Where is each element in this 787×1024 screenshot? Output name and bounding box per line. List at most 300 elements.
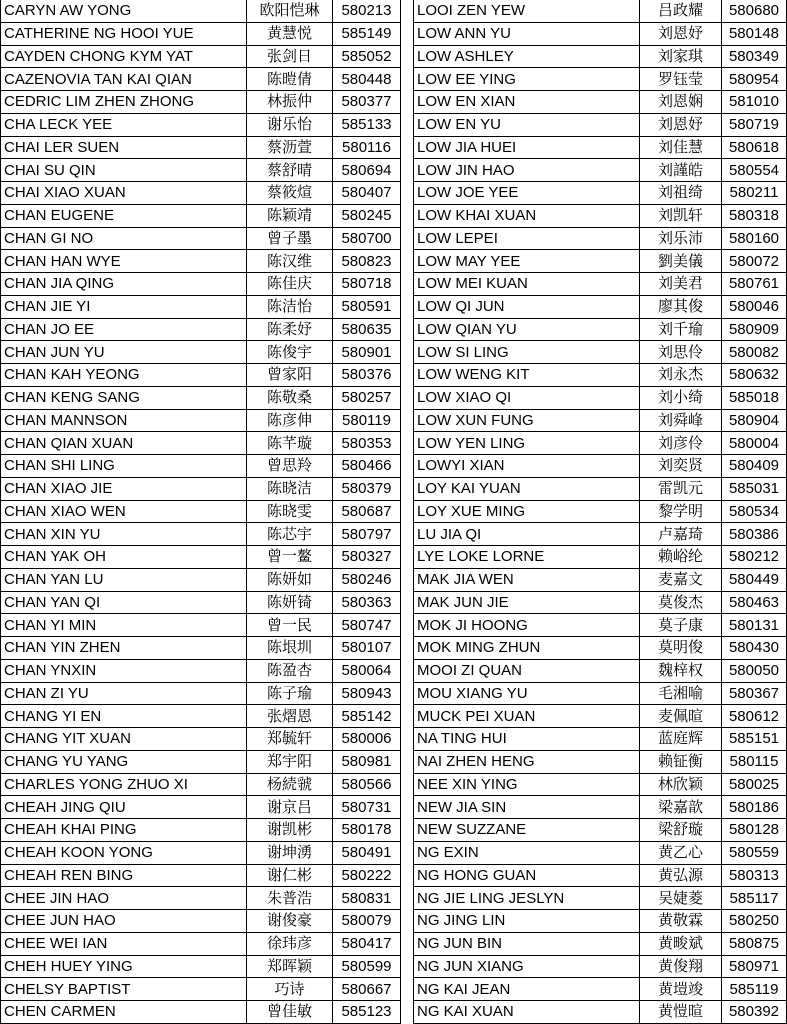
english-name-cell: LOW QI JUN: [414, 295, 640, 318]
chinese-name-cell: 刘恩妤: [640, 22, 722, 45]
table-row: [1, 750, 401, 773]
student-id-cell: 580407: [333, 182, 401, 205]
student-id-cell: 580747: [333, 614, 401, 637]
english-name-cell: NG KAI XUAN: [414, 1001, 640, 1024]
table-row: [1, 955, 401, 978]
table-row: [1, 796, 401, 819]
table-row: [414, 659, 787, 682]
english-name-cell: CHAN JIE YI: [1, 295, 247, 318]
english-name-cell: MOK JI HOONG: [414, 614, 640, 637]
table-row: [414, 250, 787, 273]
english-name-cell: CHAN KENG SANG: [1, 386, 247, 409]
student-id-cell: 580823: [333, 250, 401, 273]
student-id-cell: 585052: [333, 45, 401, 68]
student-id-cell: 580430: [722, 637, 787, 660]
chinese-name-cell: 刘小绮: [640, 386, 722, 409]
english-name-cell: CHELSY BAPTIST: [1, 978, 247, 1001]
chinese-name-cell: 麦嘉文: [640, 568, 722, 591]
name-table-left-body: [1, 0, 401, 1023]
student-id-cell: 580148: [722, 22, 787, 45]
student-id-cell: 580107: [333, 637, 401, 660]
chinese-name-cell: 曾思羚: [247, 455, 333, 478]
table-row: [1, 409, 401, 432]
english-name-cell: CHAN JIA QING: [1, 273, 247, 296]
student-id-cell: 580534: [722, 500, 787, 523]
student-id-cell: 580731: [333, 796, 401, 819]
chinese-name-cell: 黄弘源: [640, 864, 722, 887]
student-id-cell: 585117: [722, 887, 787, 910]
english-name-cell: LOW QIAN YU: [414, 318, 640, 341]
table-row: [1, 546, 401, 569]
table-row: [1, 614, 401, 637]
chinese-name-cell: 陈彦伸: [247, 409, 333, 432]
table-row: [414, 113, 787, 136]
student-id-cell: 580981: [333, 750, 401, 773]
table-row: [414, 477, 787, 500]
english-name-cell: CHAN MANNSON: [1, 409, 247, 432]
student-id-cell: 580943: [333, 682, 401, 705]
table-row: [414, 295, 787, 318]
student-id-cell: 580591: [333, 295, 401, 318]
name-table-right-body: [414, 0, 787, 1023]
student-id-cell: 580466: [333, 455, 401, 478]
table-row: [1, 864, 401, 887]
english-name-cell: CHAN JO EE: [1, 318, 247, 341]
english-name-cell: CHAN EUGENE: [1, 204, 247, 227]
english-name-cell: MAK JIA WEN: [414, 568, 640, 591]
english-name-cell: CHAI XIAO XUAN: [1, 182, 247, 205]
table-row: [1, 22, 401, 45]
table-row: [1, 705, 401, 728]
table-row: [414, 955, 787, 978]
english-name-cell: LU JIA QI: [414, 523, 640, 546]
chinese-name-cell: 魏梓权: [640, 659, 722, 682]
english-name-cell: CHEAH JING QIU: [1, 796, 247, 819]
table-row: [414, 182, 787, 205]
english-name-cell: CHANG YU YANG: [1, 750, 247, 773]
table-row: [1, 227, 401, 250]
english-name-cell: CHANG YIT XUAN: [1, 728, 247, 751]
chinese-name-cell: 曾家阳: [247, 364, 333, 387]
table-row: [1, 318, 401, 341]
student-id-cell: 580222: [333, 864, 401, 887]
student-id-cell: 580797: [333, 523, 401, 546]
chinese-name-cell: 刘彦伶: [640, 432, 722, 455]
table-row: [414, 728, 787, 751]
english-name-cell: LOW MAY YEE: [414, 250, 640, 273]
student-id-cell: 580635: [333, 318, 401, 341]
chinese-name-cell: 谢坤湧: [247, 841, 333, 864]
chinese-name-cell: 罗钰莹: [640, 68, 722, 91]
chinese-name-cell: 赖钲衡: [640, 750, 722, 773]
student-id-cell: 580599: [333, 955, 401, 978]
english-name-cell: LOW JOE YEE: [414, 182, 640, 205]
english-name-cell: MOU XIANG YU: [414, 682, 640, 705]
chinese-name-cell: 黄敬霖: [640, 910, 722, 933]
chinese-name-cell: 谢俊豪: [247, 910, 333, 933]
chinese-name-cell: 雷凯元: [640, 477, 722, 500]
chinese-name-cell: 陈晓洁: [247, 477, 333, 500]
student-id-cell: 580064: [333, 659, 401, 682]
table-row: [414, 204, 787, 227]
english-name-cell: CHAN KAH YEONG: [1, 364, 247, 387]
english-name-cell: CHAN SHI LING: [1, 455, 247, 478]
student-id-cell: 585031: [722, 477, 787, 500]
chinese-name-cell: 刘恩娴: [640, 91, 722, 114]
english-name-cell: LOW EN XIAN: [414, 91, 640, 114]
student-id-cell: 580025: [722, 773, 787, 796]
table-row: [414, 682, 787, 705]
table-row: [1, 728, 401, 751]
student-id-cell: 580245: [333, 204, 401, 227]
student-id-cell: 585018: [722, 386, 787, 409]
chinese-name-cell: 刘恩妤: [640, 113, 722, 136]
chinese-name-cell: 莫明俊: [640, 637, 722, 660]
student-id-cell: 580131: [722, 614, 787, 637]
chinese-name-cell: 张剑日: [247, 45, 333, 68]
english-name-cell: NG JING LIN: [414, 910, 640, 933]
student-id-cell: 580072: [722, 250, 787, 273]
chinese-name-cell: 陈颖靖: [247, 204, 333, 227]
english-name-cell: CHAN GI NO: [1, 227, 247, 250]
table-row: [414, 750, 787, 773]
table-row: [1, 0, 401, 22]
student-id-cell: 580178: [333, 819, 401, 842]
table-row: [1, 250, 401, 273]
chinese-name-cell: 陈佳庆: [247, 273, 333, 296]
chinese-name-cell: 曾一民: [247, 614, 333, 637]
chinese-name-cell: 蓝庭辉: [640, 728, 722, 751]
table-row: [414, 409, 787, 432]
english-name-cell: MOOI ZI QUAN: [414, 659, 640, 682]
table-row: [414, 546, 787, 569]
table-row: [1, 910, 401, 933]
table-row: [414, 910, 787, 933]
student-id-cell: 580377: [333, 91, 401, 114]
chinese-name-cell: 刘奕贤: [640, 455, 722, 478]
table-row: [1, 591, 401, 614]
chinese-name-cell: 曾子墨: [247, 227, 333, 250]
student-id-cell: 580831: [333, 887, 401, 910]
english-name-cell: MUCK PEI XUAN: [414, 705, 640, 728]
table-row: [414, 864, 787, 887]
english-name-cell: NG HONG GUAN: [414, 864, 640, 887]
student-id-cell: 580904: [722, 409, 787, 432]
table-row: [414, 841, 787, 864]
table-row: [414, 591, 787, 614]
english-name-cell: CHAN QIAN XUAN: [1, 432, 247, 455]
chinese-name-cell: 卢嘉琦: [640, 523, 722, 546]
table-row: [414, 705, 787, 728]
table-row: [1, 455, 401, 478]
chinese-name-cell: 谢仁彬: [247, 864, 333, 887]
english-name-cell: NA TING HUI: [414, 728, 640, 751]
english-name-cell: CHEAH REN BING: [1, 864, 247, 887]
chinese-name-cell: 徐玮彦: [247, 932, 333, 955]
english-name-cell: LOWYI XIAN: [414, 455, 640, 478]
chinese-name-cell: 张熠恩: [247, 705, 333, 728]
english-name-cell: CAZENOVIA TAN KAI QIAN: [1, 68, 247, 91]
chinese-name-cell: 刘佳慧: [640, 136, 722, 159]
student-id-cell: 580618: [722, 136, 787, 159]
table-row: [1, 841, 401, 864]
table-row: [414, 45, 787, 68]
table-row: [414, 455, 787, 478]
student-id-cell: 580409: [722, 455, 787, 478]
table-row: [414, 227, 787, 250]
english-name-cell: CEDRIC LIM ZHEN ZHONG: [1, 91, 247, 114]
student-id-cell: 580463: [722, 591, 787, 614]
english-name-cell: NG JIE LING JESLYN: [414, 887, 640, 910]
english-name-cell: LOOI ZEN YEW: [414, 0, 640, 22]
english-name-cell: CHEAH KHAI PING: [1, 819, 247, 842]
table-row: [414, 819, 787, 842]
english-name-cell: CHAN XIAO JIE: [1, 477, 247, 500]
chinese-name-cell: 黄俊翔: [640, 955, 722, 978]
english-name-cell: NG JUN XIANG: [414, 955, 640, 978]
chinese-name-cell: 劉美儀: [640, 250, 722, 273]
student-id-cell: 580349: [722, 45, 787, 68]
chinese-name-cell: 刘舜峰: [640, 409, 722, 432]
chinese-name-cell: 巧诗: [247, 978, 333, 1001]
student-id-cell: 580367: [722, 682, 787, 705]
student-id-cell: 580386: [722, 523, 787, 546]
chinese-name-cell: 陈暟倩: [247, 68, 333, 91]
table-row: [414, 614, 787, 637]
table-row: [414, 637, 787, 660]
student-id-cell: 580718: [333, 273, 401, 296]
student-id-cell: 580212: [722, 546, 787, 569]
student-id-cell: 580313: [722, 864, 787, 887]
english-name-cell: LOW MEI KUAN: [414, 273, 640, 296]
english-name-cell: MAK JUN JIE: [414, 591, 640, 614]
table-row: [414, 91, 787, 114]
chinese-name-cell: 麦佩暄: [640, 705, 722, 728]
chinese-name-cell: 谢京吕: [247, 796, 333, 819]
table-row: [414, 0, 787, 22]
chinese-name-cell: 梁舒璇: [640, 819, 722, 842]
english-name-cell: CHEE JUN HAO: [1, 910, 247, 933]
table-row: [1, 568, 401, 591]
english-name-cell: LOW JIN HAO: [414, 159, 640, 182]
student-id-cell: 580680: [722, 0, 787, 22]
student-id-cell: 580376: [333, 364, 401, 387]
table-row: [1, 477, 401, 500]
student-id-cell: 580667: [333, 978, 401, 1001]
chinese-name-cell: 陈洁怡: [247, 295, 333, 318]
student-id-cell: 580449: [722, 568, 787, 591]
student-id-cell: 580761: [722, 273, 787, 296]
english-name-cell: LOW ANN YU: [414, 22, 640, 45]
english-name-cell: NG KAI JEAN: [414, 978, 640, 1001]
table-row: [1, 500, 401, 523]
chinese-name-cell: 郑晖颖: [247, 955, 333, 978]
chinese-name-cell: 陈妍锜: [247, 591, 333, 614]
student-id-cell: 580632: [722, 364, 787, 387]
chinese-name-cell: 刘家琪: [640, 45, 722, 68]
chinese-name-cell: 陈子瑜: [247, 682, 333, 705]
chinese-name-cell: 赖峪纶: [640, 546, 722, 569]
chinese-name-cell: 蔡筱煊: [247, 182, 333, 205]
chinese-name-cell: 黄乙心: [640, 841, 722, 864]
student-id-cell: 580116: [333, 136, 401, 159]
student-id-cell: 585119: [722, 978, 787, 1001]
student-id-cell: 580246: [333, 568, 401, 591]
student-id-cell: 580719: [722, 113, 787, 136]
chinese-name-cell: 刘美君: [640, 273, 722, 296]
english-name-cell: LOY KAI YUAN: [414, 477, 640, 500]
table-row: [414, 386, 787, 409]
student-id-cell: 580559: [722, 841, 787, 864]
student-id-cell: 580491: [333, 841, 401, 864]
chinese-name-cell: 曾一鳌: [247, 546, 333, 569]
chinese-name-cell: 黄愷暄: [640, 1001, 722, 1024]
table-row: [414, 159, 787, 182]
chinese-name-cell: 黄畯斌: [640, 932, 722, 955]
student-id-cell: 580417: [333, 932, 401, 955]
table-row: [1, 432, 401, 455]
table-row: [414, 773, 787, 796]
english-name-cell: CHA LECK YEE: [1, 113, 247, 136]
chinese-name-cell: 莫子康: [640, 614, 722, 637]
table-row: [414, 1001, 787, 1024]
english-name-cell: CHEE WEI IAN: [1, 932, 247, 955]
student-id-cell: 580257: [333, 386, 401, 409]
chinese-name-cell: 谢凯彬: [247, 819, 333, 842]
student-id-cell: 580318: [722, 204, 787, 227]
chinese-name-cell: 郑毓轩: [247, 728, 333, 751]
table-row: [1, 45, 401, 68]
chinese-name-cell: 刘思伶: [640, 341, 722, 364]
table-row: [1, 819, 401, 842]
student-id-cell: 580006: [333, 728, 401, 751]
chinese-name-cell: 刘永杰: [640, 364, 722, 387]
table-row: [414, 364, 787, 387]
chinese-name-cell: 蔡沥萱: [247, 136, 333, 159]
chinese-name-cell: 刘謹皓: [640, 159, 722, 182]
chinese-name-cell: 陈晓雯: [247, 500, 333, 523]
chinese-name-cell: 陈柔妤: [247, 318, 333, 341]
chinese-name-cell: 林欣颖: [640, 773, 722, 796]
table-row: [1, 773, 401, 796]
table-row: [1, 295, 401, 318]
english-name-cell: LOY XUE MING: [414, 500, 640, 523]
table-row: [1, 932, 401, 955]
chinese-name-cell: 刘乐沛: [640, 227, 722, 250]
english-name-cell: CHAN YI MIN: [1, 614, 247, 637]
table-row: [414, 568, 787, 591]
english-name-cell: LYE LOKE LORNE: [414, 546, 640, 569]
table-row: [414, 523, 787, 546]
student-id-cell: 580700: [333, 227, 401, 250]
student-id-cell: 580392: [722, 1001, 787, 1024]
english-name-cell: CHANG YI EN: [1, 705, 247, 728]
student-id-cell: 580875: [722, 932, 787, 955]
chinese-name-cell: 陈芯宇: [247, 523, 333, 546]
chinese-name-cell: 廖其俊: [640, 295, 722, 318]
table-row: [414, 978, 787, 1001]
table-row: [1, 273, 401, 296]
chinese-name-cell: 陈芊璇: [247, 432, 333, 455]
student-id-cell: 580213: [333, 0, 401, 22]
student-id-cell: 580901: [333, 341, 401, 364]
chinese-name-cell: 黎学明: [640, 500, 722, 523]
english-name-cell: LOW SI LING: [414, 341, 640, 364]
student-id-cell: 585142: [333, 705, 401, 728]
student-id-cell: 581010: [722, 91, 787, 114]
english-name-cell: LOW WENG KIT: [414, 364, 640, 387]
chinese-name-cell: 郑宇阳: [247, 750, 333, 773]
student-id-cell: 580379: [333, 477, 401, 500]
student-id-cell: 580566: [333, 773, 401, 796]
chinese-name-cell: 吴婕菱: [640, 887, 722, 910]
chinese-name-cell: 曾佳敏: [247, 1001, 333, 1024]
english-name-cell: CHEN CARMEN: [1, 1001, 247, 1024]
english-name-cell: LOW YEN LING: [414, 432, 640, 455]
table-row: [1, 182, 401, 205]
chinese-name-cell: 吕政耀: [640, 0, 722, 22]
table-row: [1, 682, 401, 705]
english-name-cell: LOW JIA HUEI: [414, 136, 640, 159]
english-name-cell: CHAN JUN YU: [1, 341, 247, 364]
english-name-cell: LOW LEPEI: [414, 227, 640, 250]
table-row: [1, 978, 401, 1001]
student-id-cell: 580250: [722, 910, 787, 933]
chinese-name-cell: 林振仲: [247, 91, 333, 114]
chinese-name-cell: 黄慧悦: [247, 22, 333, 45]
english-name-cell: CHAN YAK OH: [1, 546, 247, 569]
english-name-cell: CHAN HAN WYE: [1, 250, 247, 273]
english-name-cell: CHAN ZI YU: [1, 682, 247, 705]
student-id-cell: 580211: [722, 182, 787, 205]
student-id-cell: 580079: [333, 910, 401, 933]
english-name-cell: CHEAH KOON YONG: [1, 841, 247, 864]
table-row: [414, 318, 787, 341]
chinese-name-cell: 谢乐怡: [247, 113, 333, 136]
chinese-name-cell: 莫俊杰: [640, 591, 722, 614]
english-name-cell: CHEE JIN HAO: [1, 887, 247, 910]
table-row: [414, 273, 787, 296]
chinese-name-cell: 刘千瑜: [640, 318, 722, 341]
student-id-cell: 580612: [722, 705, 787, 728]
english-name-cell: LOW XIAO QI: [414, 386, 640, 409]
student-id-cell: 580971: [722, 955, 787, 978]
table-row: [414, 796, 787, 819]
chinese-name-cell: 毛湘喻: [640, 682, 722, 705]
table-row: [1, 159, 401, 182]
student-id-cell: 585123: [333, 1001, 401, 1024]
student-id-cell: 580909: [722, 318, 787, 341]
chinese-name-cell: 朱普浩: [247, 887, 333, 910]
table-row: [414, 22, 787, 45]
table-row: [1, 136, 401, 159]
english-name-cell: CHARLES YONG ZHUO XI: [1, 773, 247, 796]
english-name-cell: CATHERINE NG HOOI YUE: [1, 22, 247, 45]
table-row: [414, 432, 787, 455]
student-id-cell: 580353: [333, 432, 401, 455]
english-name-cell: LOW EN YU: [414, 113, 640, 136]
student-id-cell: 580954: [722, 68, 787, 91]
student-id-cell: 580448: [333, 68, 401, 91]
chinese-name-cell: 陈妍如: [247, 568, 333, 591]
student-id-cell: 580004: [722, 432, 787, 455]
student-id-cell: 580046: [722, 295, 787, 318]
student-id-cell: 580160: [722, 227, 787, 250]
chinese-name-cell: 梁嘉歆: [640, 796, 722, 819]
table-row: [1, 1001, 401, 1024]
student-id-cell: 585133: [333, 113, 401, 136]
english-name-cell: CHAN XIN YU: [1, 523, 247, 546]
